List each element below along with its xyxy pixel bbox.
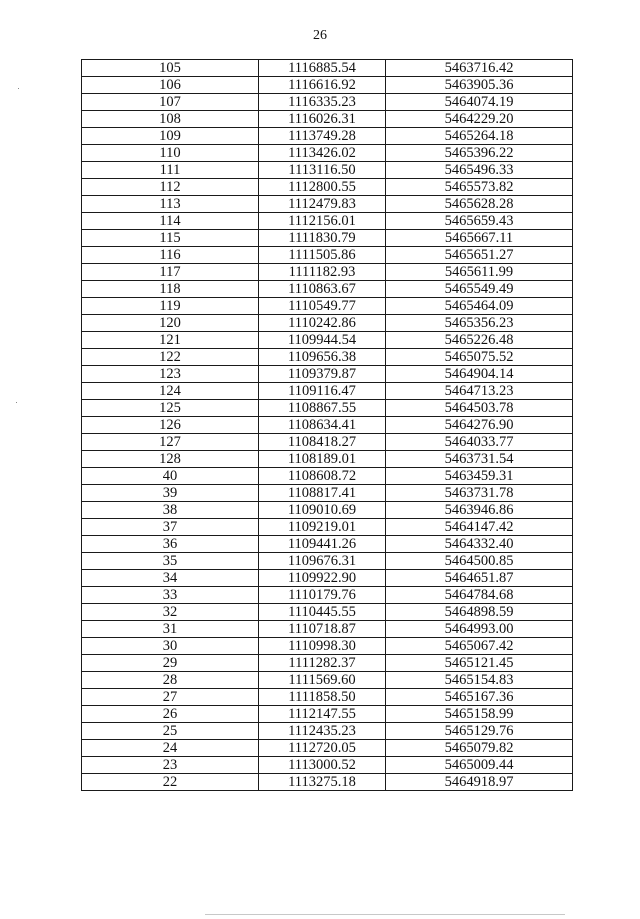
point-number-cell: 108 xyxy=(82,111,259,128)
table-row xyxy=(82,60,573,77)
x-coordinate-cell: 1108817.41 xyxy=(259,485,386,502)
y-coordinate-cell: 5464229.20 xyxy=(386,111,573,128)
x-coordinate-cell: 1109219.01 xyxy=(259,519,386,536)
point-number-cell: 117 xyxy=(82,264,259,281)
point-number-cell: 26 xyxy=(82,706,259,723)
table-row xyxy=(82,621,573,638)
x-coordinate-cell: 1110998.30 xyxy=(259,638,386,655)
y-coordinate-cell: 5463731.54 xyxy=(386,451,573,468)
x-coordinate-cell: 1111282.37 xyxy=(259,655,386,672)
x-coordinate-cell: 1109656.38 xyxy=(259,349,386,366)
point-number-cell: 113 xyxy=(82,196,259,213)
y-coordinate-cell: 5465264.18 xyxy=(386,128,573,145)
x-coordinate-cell: 1116885.54 xyxy=(259,60,386,77)
point-number-cell: 127 xyxy=(82,434,259,451)
y-coordinate-cell: 5463946.86 xyxy=(386,502,573,519)
y-coordinate-cell: 5465356.23 xyxy=(386,315,573,332)
x-coordinate-cell: 1112435.23 xyxy=(259,723,386,740)
x-coordinate-cell: 1108189.01 xyxy=(259,451,386,468)
x-coordinate-cell: 1112156.01 xyxy=(259,213,386,230)
x-coordinate-cell: 1110242.86 xyxy=(259,315,386,332)
x-coordinate-cell: 1112720.05 xyxy=(259,740,386,757)
table-row xyxy=(82,400,573,417)
table-row xyxy=(82,655,573,672)
y-coordinate-cell: 5464713.23 xyxy=(386,383,573,400)
y-coordinate-cell: 5464033.77 xyxy=(386,434,573,451)
y-coordinate-cell: 5464904.14 xyxy=(386,366,573,383)
table-row xyxy=(82,179,573,196)
x-coordinate-cell: 1109922.90 xyxy=(259,570,386,587)
table-row xyxy=(82,451,573,468)
y-coordinate-cell: 5463459.31 xyxy=(386,468,573,485)
y-coordinate-cell: 5465075.52 xyxy=(386,349,573,366)
table-row xyxy=(82,213,573,230)
y-coordinate-cell: 5465129.76 xyxy=(386,723,573,740)
point-number-cell: 25 xyxy=(82,723,259,740)
point-number-cell: 27 xyxy=(82,689,259,706)
table-row xyxy=(82,332,573,349)
x-coordinate-cell: 1110863.67 xyxy=(259,281,386,298)
point-number-cell: 125 xyxy=(82,400,259,417)
y-coordinate-cell: 5465079.82 xyxy=(386,740,573,757)
point-number-cell: 40 xyxy=(82,468,259,485)
table-row xyxy=(82,706,573,723)
y-coordinate-cell: 5465396.22 xyxy=(386,145,573,162)
table-row xyxy=(82,77,573,94)
table-row xyxy=(82,587,573,604)
point-number-cell: 36 xyxy=(82,536,259,553)
y-coordinate-cell: 5464898.59 xyxy=(386,604,573,621)
y-coordinate-cell: 5465651.27 xyxy=(386,247,573,264)
y-coordinate-cell: 5465121.45 xyxy=(386,655,573,672)
y-coordinate-cell: 5465496.33 xyxy=(386,162,573,179)
table-row xyxy=(82,757,573,774)
x-coordinate-cell: 1113116.50 xyxy=(259,162,386,179)
point-number-cell: 111 xyxy=(82,162,259,179)
point-number-cell: 128 xyxy=(82,451,259,468)
point-number-cell: 124 xyxy=(82,383,259,400)
table-row xyxy=(82,383,573,400)
y-coordinate-cell: 5463905.36 xyxy=(386,77,573,94)
coordinates-table xyxy=(81,59,573,791)
table-row xyxy=(82,111,573,128)
y-coordinate-cell: 5465009.44 xyxy=(386,757,573,774)
x-coordinate-cell: 1111505.86 xyxy=(259,247,386,264)
x-coordinate-cell: 1109676.31 xyxy=(259,553,386,570)
table-row xyxy=(82,672,573,689)
coordinates-table-body xyxy=(82,60,573,791)
table-row xyxy=(82,434,573,451)
x-coordinate-cell: 1111182.93 xyxy=(259,264,386,281)
x-coordinate-cell: 1113426.02 xyxy=(259,145,386,162)
point-number-cell: 116 xyxy=(82,247,259,264)
y-coordinate-cell: 5465464.09 xyxy=(386,298,573,315)
x-coordinate-cell: 1109379.87 xyxy=(259,366,386,383)
table-row xyxy=(82,349,573,366)
point-number-cell: 35 xyxy=(82,553,259,570)
page-number: 26 xyxy=(313,28,327,43)
y-coordinate-cell: 5463716.42 xyxy=(386,60,573,77)
point-number-cell: 122 xyxy=(82,349,259,366)
x-coordinate-cell: 1108418.27 xyxy=(259,434,386,451)
y-coordinate-cell: 5465154.83 xyxy=(386,672,573,689)
point-number-cell: 34 xyxy=(82,570,259,587)
y-coordinate-cell: 5465226.48 xyxy=(386,332,573,349)
y-coordinate-cell: 5465067.42 xyxy=(386,638,573,655)
point-number-cell: 105 xyxy=(82,60,259,77)
table-row xyxy=(82,366,573,383)
table-row xyxy=(82,417,573,434)
table-row xyxy=(82,264,573,281)
y-coordinate-cell: 5465549.49 xyxy=(386,281,573,298)
point-number-cell: 23 xyxy=(82,757,259,774)
x-coordinate-cell: 1109116.47 xyxy=(259,383,386,400)
point-number-cell: 109 xyxy=(82,128,259,145)
point-number-cell: 33 xyxy=(82,587,259,604)
scan-edge-line xyxy=(205,914,565,915)
y-coordinate-cell: 5465158.99 xyxy=(386,706,573,723)
table-row xyxy=(82,570,573,587)
x-coordinate-cell: 1109010.69 xyxy=(259,502,386,519)
table-row xyxy=(82,298,573,315)
table-row xyxy=(82,774,573,791)
x-coordinate-cell: 1116335.23 xyxy=(259,94,386,111)
x-coordinate-cell: 1112479.83 xyxy=(259,196,386,213)
point-number-cell: 118 xyxy=(82,281,259,298)
x-coordinate-cell: 1111569.60 xyxy=(259,672,386,689)
table-row xyxy=(82,196,573,213)
x-coordinate-cell: 1112800.55 xyxy=(259,179,386,196)
point-number-cell: 107 xyxy=(82,94,259,111)
point-number-cell: 32 xyxy=(82,604,259,621)
x-coordinate-cell: 1110718.87 xyxy=(259,621,386,638)
y-coordinate-cell: 5465167.36 xyxy=(386,689,573,706)
y-coordinate-cell: 5464147.42 xyxy=(386,519,573,536)
table-row xyxy=(82,638,573,655)
y-coordinate-cell: 5464651.87 xyxy=(386,570,573,587)
y-coordinate-cell: 5463731.78 xyxy=(386,485,573,502)
point-number-cell: 28 xyxy=(82,672,259,689)
point-number-cell: 119 xyxy=(82,298,259,315)
x-coordinate-cell: 1111858.50 xyxy=(259,689,386,706)
scan-speck xyxy=(18,88,19,89)
point-number-cell: 121 xyxy=(82,332,259,349)
x-coordinate-cell: 1116026.31 xyxy=(259,111,386,128)
x-coordinate-cell: 1113749.28 xyxy=(259,128,386,145)
table-row xyxy=(82,502,573,519)
y-coordinate-cell: 5465611.99 xyxy=(386,264,573,281)
x-coordinate-cell: 1108867.55 xyxy=(259,400,386,417)
x-coordinate-cell: 1109441.26 xyxy=(259,536,386,553)
table-row xyxy=(82,230,573,247)
y-coordinate-cell: 5464503.78 xyxy=(386,400,573,417)
point-number-cell: 37 xyxy=(82,519,259,536)
point-number-cell: 114 xyxy=(82,213,259,230)
point-number-cell: 24 xyxy=(82,740,259,757)
x-coordinate-cell: 1108608.72 xyxy=(259,468,386,485)
table-row xyxy=(82,604,573,621)
scan-speck xyxy=(16,402,17,403)
x-coordinate-cell: 1112147.55 xyxy=(259,706,386,723)
x-coordinate-cell: 1110445.55 xyxy=(259,604,386,621)
point-number-cell: 126 xyxy=(82,417,259,434)
y-coordinate-cell: 5464276.90 xyxy=(386,417,573,434)
table-row xyxy=(82,145,573,162)
point-number-cell: 120 xyxy=(82,315,259,332)
table-row xyxy=(82,128,573,145)
y-coordinate-cell: 5464993.00 xyxy=(386,621,573,638)
y-coordinate-cell: 5465659.43 xyxy=(386,213,573,230)
x-coordinate-cell: 1116616.92 xyxy=(259,77,386,94)
table-row xyxy=(82,553,573,570)
x-coordinate-cell: 1109944.54 xyxy=(259,332,386,349)
y-coordinate-cell: 5464918.97 xyxy=(386,774,573,791)
table-row xyxy=(82,723,573,740)
point-number-cell: 30 xyxy=(82,638,259,655)
table-row xyxy=(82,468,573,485)
y-coordinate-cell: 5464074.19 xyxy=(386,94,573,111)
y-coordinate-cell: 5465573.82 xyxy=(386,179,573,196)
table-row xyxy=(82,162,573,179)
x-coordinate-cell: 1110549.77 xyxy=(259,298,386,315)
point-number-cell: 115 xyxy=(82,230,259,247)
y-coordinate-cell: 5464784.68 xyxy=(386,587,573,604)
y-coordinate-cell: 5465628.28 xyxy=(386,196,573,213)
table-row xyxy=(82,485,573,502)
point-number-cell: 123 xyxy=(82,366,259,383)
x-coordinate-cell: 1111830.79 xyxy=(259,230,386,247)
table-row xyxy=(82,281,573,298)
x-coordinate-cell: 1110179.76 xyxy=(259,587,386,604)
x-coordinate-cell: 1113275.18 xyxy=(259,774,386,791)
x-coordinate-cell: 1113000.52 xyxy=(259,757,386,774)
y-coordinate-cell: 5465667.11 xyxy=(386,230,573,247)
table-row xyxy=(82,247,573,264)
table-row xyxy=(82,689,573,706)
point-number-cell: 106 xyxy=(82,77,259,94)
point-number-cell: 39 xyxy=(82,485,259,502)
point-number-cell: 112 xyxy=(82,179,259,196)
y-coordinate-cell: 5464332.40 xyxy=(386,536,573,553)
x-coordinate-cell: 1108634.41 xyxy=(259,417,386,434)
table-row xyxy=(82,536,573,553)
point-number-cell: 38 xyxy=(82,502,259,519)
table-row xyxy=(82,519,573,536)
point-number-cell: 31 xyxy=(82,621,259,638)
y-coordinate-cell: 5464500.85 xyxy=(386,553,573,570)
table-row xyxy=(82,315,573,332)
point-number-cell: 110 xyxy=(82,145,259,162)
table-row xyxy=(82,94,573,111)
point-number-cell: 22 xyxy=(82,774,259,791)
table-row xyxy=(82,740,573,757)
point-number-cell: 29 xyxy=(82,655,259,672)
